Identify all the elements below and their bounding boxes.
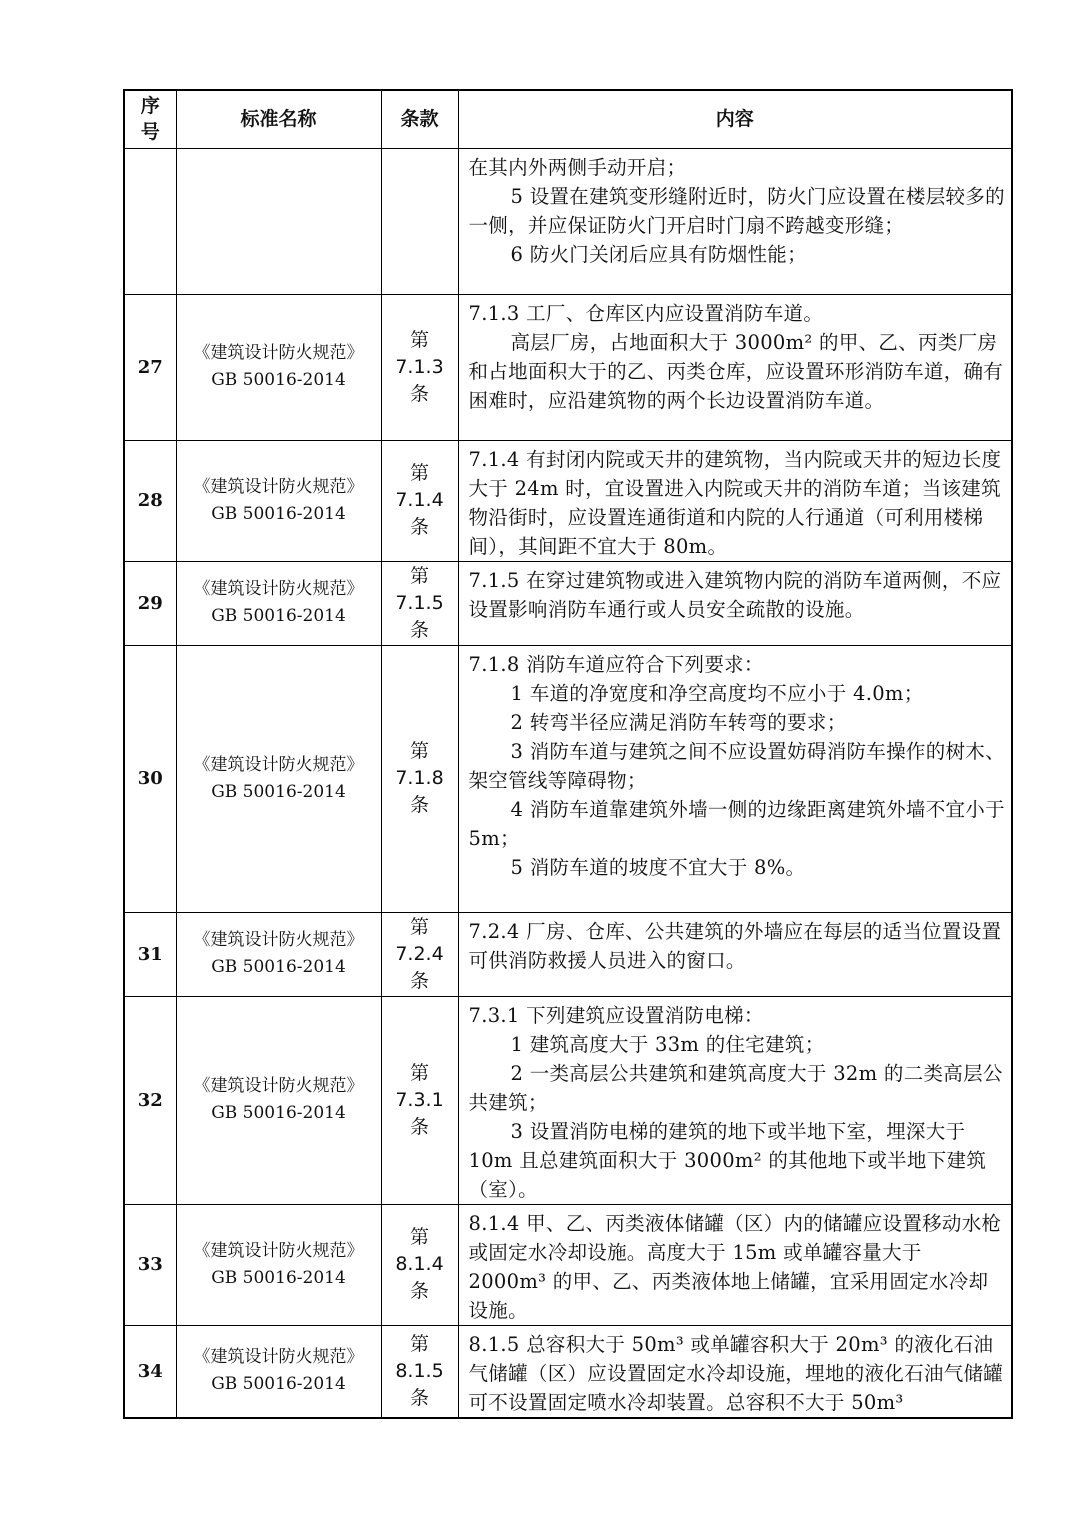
clause-cell — [381, 1325, 458, 1418]
table-row — [124, 912, 1012, 996]
content-cell — [458, 1325, 1012, 1418]
standard-code: GB 50016-2014 — [211, 957, 346, 977]
header-seq: 序号 — [124, 90, 176, 148]
content-line: 在其内外两侧手动开启； — [468, 155, 687, 179]
clause-suffix: 条 — [409, 794, 429, 816]
content-cell — [458, 561, 1012, 645]
clause-prefix: 第 — [409, 740, 429, 762]
content-line: 1 车道的净宽度和净空高度均不应小于 4.0m； — [510, 681, 924, 705]
table-row-continuation — [124, 148, 1012, 294]
clause-number: 7.3.1 — [395, 1088, 444, 1111]
standard-cell — [176, 912, 381, 996]
clause-prefix: 第 — [409, 1226, 429, 1248]
table-header-row — [124, 90, 1012, 148]
clause-suffix: 条 — [409, 1386, 429, 1409]
header-content: 内容 — [458, 90, 1012, 148]
clause-cell — [381, 294, 458, 440]
content-cell — [458, 1204, 1012, 1325]
content-line: 7.2.4 厂房、仓库、公共建筑的外墙应在每层的适当位置设置可供消防救援人员进入的窗口。 — [468, 919, 1002, 972]
standard-name: 《建筑设计防火规范》 — [193, 343, 364, 363]
standard-code: GB 50016-2014 — [211, 606, 346, 626]
clause-cell — [381, 912, 458, 996]
table-row — [124, 645, 1012, 912]
clause-cell — [381, 996, 458, 1204]
standard-cell — [176, 1325, 381, 1418]
seq-cell: 28 — [124, 440, 176, 561]
standard-name: 《建筑设计防火规范》 — [193, 754, 364, 775]
clause-prefix: 第 — [409, 564, 429, 587]
content-line: 7.3.1 下列建筑应设置消防电梯： — [468, 1003, 764, 1027]
content-line: 5 消防车道的坡度不宜大于 8%。 — [510, 855, 806, 879]
content-cell-continuation — [458, 148, 1012, 294]
seq-cell: 27 — [124, 294, 176, 440]
clause-number: 7.1.8 — [395, 767, 444, 789]
seq-cell: 29 — [124, 561, 176, 645]
clause-cell — [381, 440, 458, 561]
content-line: 7.1.5 在穿过建筑物或进入建筑物内院的消防车道两侧，不应设置影响消防车通行或人员安全疏散的设施。 — [468, 568, 1002, 621]
content-line: 3 消防车道与建筑之间不应设置妨碍消防车操作的树木、架空管线等障碍物； — [468, 739, 1005, 792]
content-cell — [458, 294, 1012, 440]
content-line: 7.1.8 消防车道应符合下列要求： — [468, 652, 764, 676]
clause-suffix: 条 — [409, 1280, 429, 1302]
content-cell — [458, 996, 1012, 1204]
standard-name: 《建筑设计防火规范》 — [193, 476, 364, 497]
standard-code: GB 50016-2014 — [211, 1374, 346, 1394]
standard-cell — [176, 294, 381, 440]
standard-code: GB 50016-2014 — [211, 781, 346, 802]
table-row — [124, 440, 1012, 561]
table-row — [124, 1325, 1012, 1418]
clause-number: 7.1.3 — [395, 355, 444, 378]
content-line: 5 设置在建筑变形缝附近时，防火门应设置在楼层较多的一侧，并应保证防火门开启时门扇不跨越变形缝； — [468, 184, 1005, 237]
header-standard-name: 标准名称 — [176, 90, 381, 148]
table-row — [124, 294, 1012, 440]
clause-prefix: 第 — [409, 1061, 429, 1084]
content-line: 2 转弯半径应满足消防车转弯的要求； — [510, 710, 847, 734]
content-line: 3 设置消防电梯的建筑的地下或半地下室，埋深大于 10m 且总建筑面积大于 3000m² 的其他地下或半地下建筑（室）。 — [468, 1119, 987, 1201]
standards-table — [123, 89, 1013, 1419]
clause-cell — [381, 1204, 458, 1325]
content-line: 高层厂房，占地面积大于 3000m² 的甲、乙、丙类厂房和占地面积大于的乙、丙类仓库，应设置环形消防车道，确有困难时，应沿建筑物的两个长边设置消防车道。 — [468, 330, 1004, 412]
content-line: 7.1.4 有封闭内院或天井的建筑物，当内院或天井的短边长度大于 24m 时，宜设置进入内院或天井的消防车道；当该建筑物沿街时，应设置连通街道和内院的人行通道（可利用楼梯间），其间距不宜大于 80m。 — [468, 447, 1002, 558]
clause-cell-empty — [381, 148, 458, 294]
clause-prefix: 第 — [409, 1332, 429, 1355]
standard-cell — [176, 440, 381, 561]
standard-cell — [176, 561, 381, 645]
seq-cell: 31 — [124, 912, 176, 996]
content-line: 8.1.5 总容积大于 50m³ 或单罐容积大于 20m³ 的液化石油气储罐（区）应设置固定水冷却设施，埋地的液化石油气储罐可不设置固定喷水冷却装置。总容积不大于 50m³ — [468, 1332, 1004, 1414]
seq-cell: 33 — [124, 1204, 176, 1325]
clause-suffix: 条 — [409, 618, 429, 641]
clause-suffix: 条 — [409, 969, 429, 992]
standard-code: GB 50016-2014 — [211, 1267, 346, 1288]
standard-cell-empty — [176, 148, 381, 294]
seq-cell: 30 — [124, 645, 176, 912]
table-row — [124, 1204, 1012, 1325]
content-line: 1 建筑高度大于 33m 的住宅建筑； — [510, 1032, 825, 1056]
standard-code: GB 50016-2014 — [211, 370, 346, 390]
table-row — [124, 996, 1012, 1204]
content-cell — [458, 440, 1012, 561]
header-clause: 条款 — [381, 90, 458, 148]
content-line: 4 消防车道靠建筑外墙一侧的边缘距离建筑外墙不宜小于 5m； — [468, 797, 1005, 850]
standard-cell — [176, 1204, 381, 1325]
standard-name: 《建筑设计防火规范》 — [193, 1076, 364, 1096]
clause-prefix: 第 — [409, 462, 429, 484]
content-line: 2 一类高层公共建筑和建筑高度大于 32m 的二类高层公共建筑； — [468, 1061, 1003, 1114]
table-row — [124, 561, 1012, 645]
clause-prefix: 第 — [409, 328, 429, 351]
content-line: 7.1.3 工厂、仓库区内应设置消防车道。 — [468, 301, 824, 325]
content-cell — [458, 645, 1012, 912]
clause-suffix: 条 — [409, 1115, 429, 1138]
clause-number: 8.1.5 — [395, 1359, 444, 1382]
standard-code: GB 50016-2014 — [211, 503, 346, 524]
content-line: 6 防火门关闭后应具有防烟性能； — [510, 242, 807, 266]
clause-number: 7.1.4 — [395, 489, 444, 511]
standard-cell — [176, 996, 381, 1204]
clause-number: 7.1.5 — [395, 591, 444, 614]
standard-code: GB 50016-2014 — [211, 1103, 346, 1123]
content-line: 8.1.4 甲、乙、丙类液体储罐（区）内的储罐应设置移动水枪或固定水冷却设施。高度大于 15m 或单罐容量大于 2000m³ 的甲、乙、丙类液体地上储罐，宜采用固定水冷却设施。 — [468, 1211, 1002, 1322]
clause-cell — [381, 645, 458, 912]
standard-cell — [176, 645, 381, 912]
standard-name: 《建筑设计防火规范》 — [193, 1240, 364, 1261]
clause-suffix: 条 — [409, 382, 429, 405]
seq-cell: 34 — [124, 1325, 176, 1418]
content-cell — [458, 912, 1012, 996]
standard-name: 《建筑设计防火规范》 — [193, 930, 364, 950]
clause-number: 8.1.4 — [395, 1253, 444, 1275]
clause-number: 7.2.4 — [395, 942, 444, 965]
standard-name: 《建筑设计防火规范》 — [193, 579, 364, 599]
standard-name: 《建筑设计防火规范》 — [193, 1347, 364, 1367]
clause-suffix: 条 — [409, 516, 429, 538]
clause-cell — [381, 561, 458, 645]
clause-prefix: 第 — [409, 915, 429, 938]
seq-cell: 32 — [124, 996, 176, 1204]
seq-cell-empty — [124, 148, 176, 294]
